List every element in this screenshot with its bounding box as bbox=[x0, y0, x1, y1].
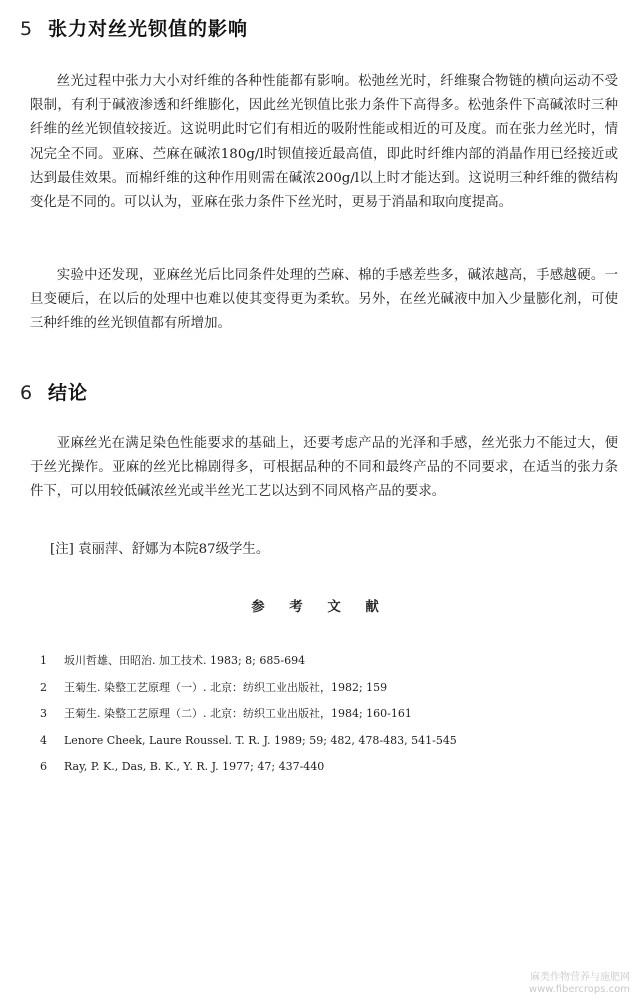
reference-number: 1 bbox=[40, 654, 47, 667]
watermark-line: 麻类作物营养与施肥网 bbox=[530, 972, 630, 983]
reference-number: 3 bbox=[40, 707, 47, 720]
reference-text: 坂川哲雄、田昭治. 加工技术. 1983; 8; 685-694 bbox=[64, 654, 306, 667]
reference-list bbox=[40, 648, 620, 781]
reference-item bbox=[40, 754, 620, 781]
section-number: 6 bbox=[20, 382, 33, 404]
reference-item bbox=[40, 701, 620, 728]
reference-item bbox=[40, 648, 620, 675]
reference-text: Ray, P. K., Das, B. K., Y. R. J. 1977; 47; 437-440 bbox=[64, 760, 325, 773]
reference-number: 4 bbox=[40, 733, 47, 747]
reference-number: 6 bbox=[40, 760, 47, 773]
section-number: 5 bbox=[20, 18, 33, 40]
reference-text: Lenore Cheek, Laure Roussel. T. R. J. 1989; 59; 482, 478-483, 541-545 bbox=[64, 733, 457, 747]
section-6-heading bbox=[20, 378, 88, 405]
section-5-heading bbox=[20, 14, 248, 41]
author-note: [注] 袁丽萍、舒娜为本院87级学生。 bbox=[50, 542, 270, 557]
references-title: 参 考 文 献 bbox=[251, 599, 389, 615]
watermark bbox=[529, 972, 630, 996]
section-title: 张力对丝光钡值的影响 bbox=[48, 18, 249, 40]
section-title: 结论 bbox=[48, 382, 89, 404]
reference-text: 王菊生. 染整工艺原理（一）. 北京：纺织工业出版社，1982; 159 bbox=[64, 680, 388, 694]
watermark-line: www.fibercrops.com bbox=[528, 984, 630, 995]
reference-item bbox=[40, 728, 620, 755]
body-paragraph: 亚麻丝光在满足染色性能要求的基础上，还要考虑产品的光泽和手感，丝光张力不能过大，便于丝光操作。亚麻的丝光比棉剧得多，可根据品种的不同和最终产品的不同要求，在适当的张力条件下，可以用较低碱浓丝光或半丝光工艺以达到不同风格产品的要求。 bbox=[30, 436, 618, 500]
body-paragraph: 实验中还发现，亚麻丝光后比同条件处理的苎麻、棉的手感差些多，碱浓越高，手感越硬。一旦变硬后，在以后的处理中也难以使其变得更为柔软。另外，在丝光碱液中加入少量膨化剂，可使三种纤维的丝光钡值都有所增加。 bbox=[30, 268, 618, 332]
reference-text: 王菊生. 染整工艺原理（二）. 北京：纺织工业出版社，1984; 160-161 bbox=[64, 707, 412, 720]
reference-number: 2 bbox=[40, 680, 47, 694]
body-paragraph: 丝光过程中张力大小对纤维的各种性能都有影响。松弛丝光时，纤维聚合物链的横向运动不受限制，有利于碱液渗透和纤维膨化，因此丝光钡值比张力条件下高得多。松弛条件下高碱浓时三种纤维的丝光钡值较接近。这说明此时它们有相近的吸附性能或相近的可及度。而在张力丝光时，情况完全不同。亚麻、苎麻在碱浓180g/l时钡值接近最高值，即此时纤维内部的消晶作用已经接近或达到最佳效果。而棉纤维的这种作用则需在碱浓200g/l以上时才能达到。这说明三种纤维的微结构变化是不同的。可以认为，亚麻在张力条件下丝光时，更易于消晶和取向度提高。 bbox=[30, 74, 618, 211]
reference-item bbox=[40, 675, 620, 702]
